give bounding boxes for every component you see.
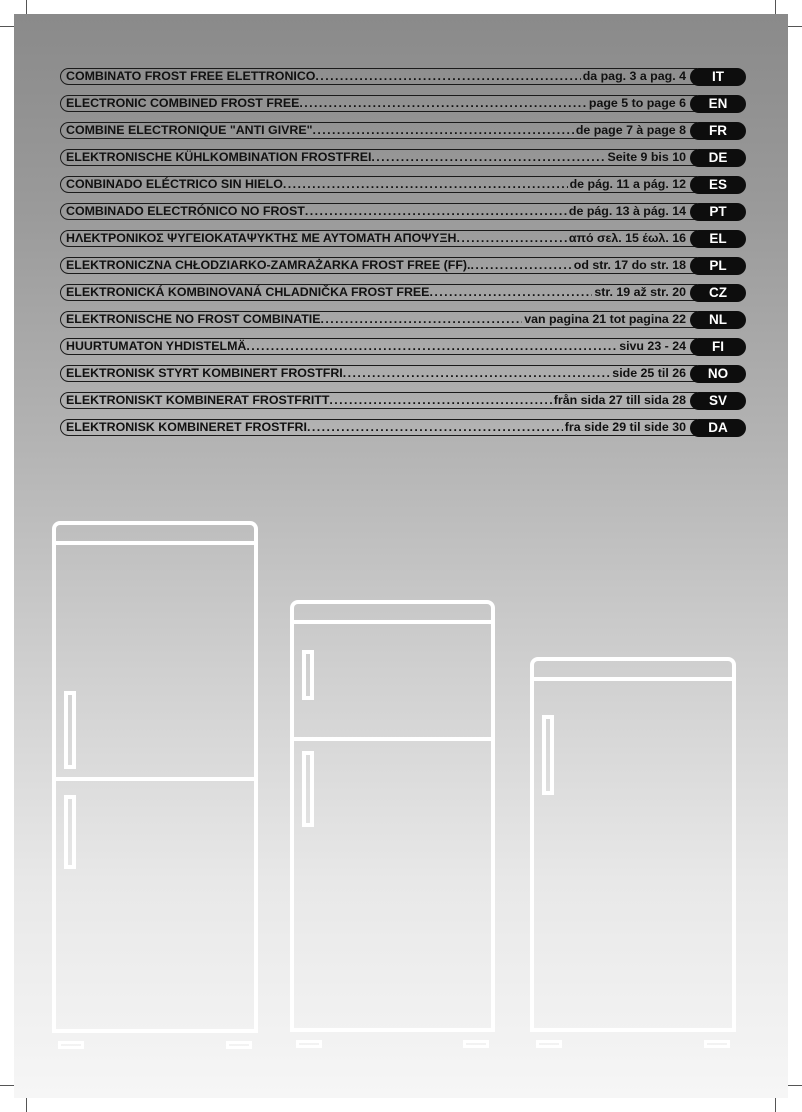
fridge-handle — [64, 691, 76, 769]
toc-pages: de pág. 11 a pág. 12 — [569, 177, 686, 191]
toc-row-no — [60, 365, 746, 382]
toc-title: ELEKTRONICZNA CHŁODZIARKO-ZAMRAŻARKA FROST FREE (FF). — [66, 258, 471, 272]
fridge-foot — [58, 1041, 84, 1049]
toc-row-nl — [60, 311, 746, 328]
toc-pages: de pág. 13 à pág. 14 — [568, 204, 686, 218]
toc-pages: side 25 til 26 — [612, 366, 686, 380]
fridge-base — [530, 1020, 736, 1032]
toc-entry — [66, 176, 686, 193]
toc-title: COMBINE ELECTRONIQUE "ANTI GIVRE" — [66, 123, 313, 137]
toc-title: ELEKTRONISKT KOMBINERAT FROSTFRITT — [66, 393, 330, 407]
toc-row-cz — [60, 284, 746, 301]
toc-title: ELEKTRONISK STYRT KOMBINERT FROSTFRI — [66, 366, 343, 380]
toc-pages: od str. 17 do str. 18 — [573, 258, 686, 272]
toc-pages: sivu 23 - 24 — [619, 339, 686, 353]
toc-leader-dots — [471, 257, 572, 274]
fridge-handle — [542, 715, 554, 795]
toc-entry — [66, 392, 686, 409]
toc-leader-dots — [371, 149, 605, 166]
fridge-top-line — [530, 677, 736, 681]
fridge-foot — [296, 1040, 322, 1048]
toc-entry — [66, 284, 686, 301]
fridge-base — [290, 1020, 495, 1032]
toc-title: COMBINATO FROST FREE ELETTRONICO — [66, 69, 316, 83]
toc-leader-dots — [299, 95, 587, 112]
toc-row-de — [60, 149, 746, 166]
language-badge: FI — [690, 338, 746, 356]
toc-entry — [66, 338, 686, 355]
toc-title: COMBINADO ELECTRÓNICO NO FROST — [66, 204, 305, 218]
toc-title: ELEKTRONISCHE KÜHLKOMBINATION FROSTFREI — [66, 150, 372, 164]
toc-row-pl — [60, 257, 746, 274]
language-badge: PL — [690, 257, 746, 275]
toc-entry — [66, 365, 686, 382]
toc-row-fi — [60, 338, 746, 355]
table-of-contents — [60, 68, 746, 446]
language-badge: ES — [690, 176, 746, 194]
language-badge: PT — [690, 203, 746, 221]
toc-pages: από σελ. 15 έωλ. 16 — [568, 231, 686, 245]
toc-pages: van pagina 21 tot pagina 22 — [524, 312, 686, 326]
fridge-cabinet — [52, 521, 258, 1031]
fridge-top-line — [52, 541, 258, 545]
toc-title: HUURTUMATON YHDISTELMÄ — [66, 339, 247, 353]
toc-leader-dots — [246, 338, 617, 355]
toc-title: ELEKTRONISK KOMBINERET FROSTFRI — [66, 420, 307, 434]
language-badge: DA — [690, 419, 746, 437]
toc-entry — [66, 230, 686, 247]
fridge-foot — [704, 1040, 730, 1048]
toc-row-en — [60, 95, 746, 112]
fridge-handle — [302, 650, 314, 700]
toc-entry — [66, 257, 686, 274]
fridge-door-split — [290, 737, 495, 741]
fridge-top-line — [290, 620, 495, 624]
toc-leader-dots — [313, 122, 574, 139]
toc-entry — [66, 203, 686, 220]
top-freezer-fridge-icon — [290, 600, 495, 1052]
language-badge: EL — [690, 230, 746, 248]
toc-leader-dots — [283, 176, 568, 193]
toc-entry — [66, 68, 686, 85]
toc-leader-dots — [329, 392, 551, 409]
language-badge: IT — [690, 68, 746, 86]
toc-entry — [66, 95, 686, 112]
toc-leader-dots — [320, 311, 522, 328]
language-badge: FR — [690, 122, 746, 140]
toc-pages: page 5 to page 6 — [588, 96, 686, 110]
toc-leader-dots — [456, 230, 566, 247]
toc-entry — [66, 419, 686, 436]
fridge-door-split — [52, 777, 258, 781]
toc-entry — [66, 311, 686, 328]
toc-leader-dots — [305, 203, 567, 220]
toc-title: ELECTRONIC COMBINED FROST FREE — [66, 96, 300, 110]
fridge-handle — [64, 795, 76, 869]
fridge-base — [52, 1021, 258, 1033]
language-badge: NL — [690, 311, 746, 329]
fridge-cabinet — [530, 657, 736, 1030]
fridge-foot — [536, 1040, 562, 1048]
bottom-freezer-fridge-icon — [52, 521, 258, 1051]
toc-title: ELEKTRONISCHE NO FROST COMBINATIE — [66, 312, 321, 326]
language-badge: DE — [690, 149, 746, 167]
toc-row-fr — [60, 122, 746, 139]
toc-leader-dots — [307, 419, 563, 436]
fridge-foot — [463, 1040, 489, 1048]
language-badge: EN — [690, 95, 746, 113]
toc-leader-dots — [343, 365, 611, 382]
language-badge: CZ — [690, 284, 746, 302]
toc-leader-dots — [429, 284, 592, 301]
toc-title: ELEKTRONICKÁ KOMBINOVANÁ CHLADNIČKA FROST FREE — [66, 285, 430, 299]
language-badge: SV — [690, 392, 746, 410]
toc-pages: fra side 29 til side 30 — [564, 420, 686, 434]
toc-row-sv — [60, 392, 746, 409]
toc-row-it — [60, 68, 746, 85]
single-door-fridge-icon — [530, 657, 736, 1052]
toc-pages: str. 19 až str. 20 — [594, 285, 686, 299]
toc-row-pt — [60, 203, 746, 220]
toc-row-da — [60, 419, 746, 436]
fridge-handle — [302, 751, 314, 827]
toc-entry — [66, 122, 686, 139]
toc-pages: Seite 9 bis 10 — [607, 150, 686, 164]
fridge-foot — [226, 1041, 252, 1049]
toc-entry — [66, 149, 686, 166]
toc-title: CONBINADO ELÉCTRICO SIN HIELO — [66, 177, 283, 191]
language-badge: NO — [690, 365, 746, 383]
toc-pages: de page 7 à page 8 — [575, 123, 686, 137]
fridge-cabinet — [290, 600, 495, 1030]
toc-pages: från sida 27 till sida 28 — [553, 393, 686, 407]
toc-pages: da pag. 3 a pag. 4 — [582, 69, 686, 83]
toc-leader-dots — [315, 68, 580, 85]
toc-row-es — [60, 176, 746, 193]
toc-row-el — [60, 230, 746, 247]
toc-title: ΗΛΕΚΤΡΟΝΙΚΟΣ ΨΥΓΕΙΟΚΑΤΑΨΥΚΤΗΣ ΜΕ ΑΥΤΟΜΑΤΗ ΑΠΟΨΥΞΗ — [66, 231, 457, 245]
